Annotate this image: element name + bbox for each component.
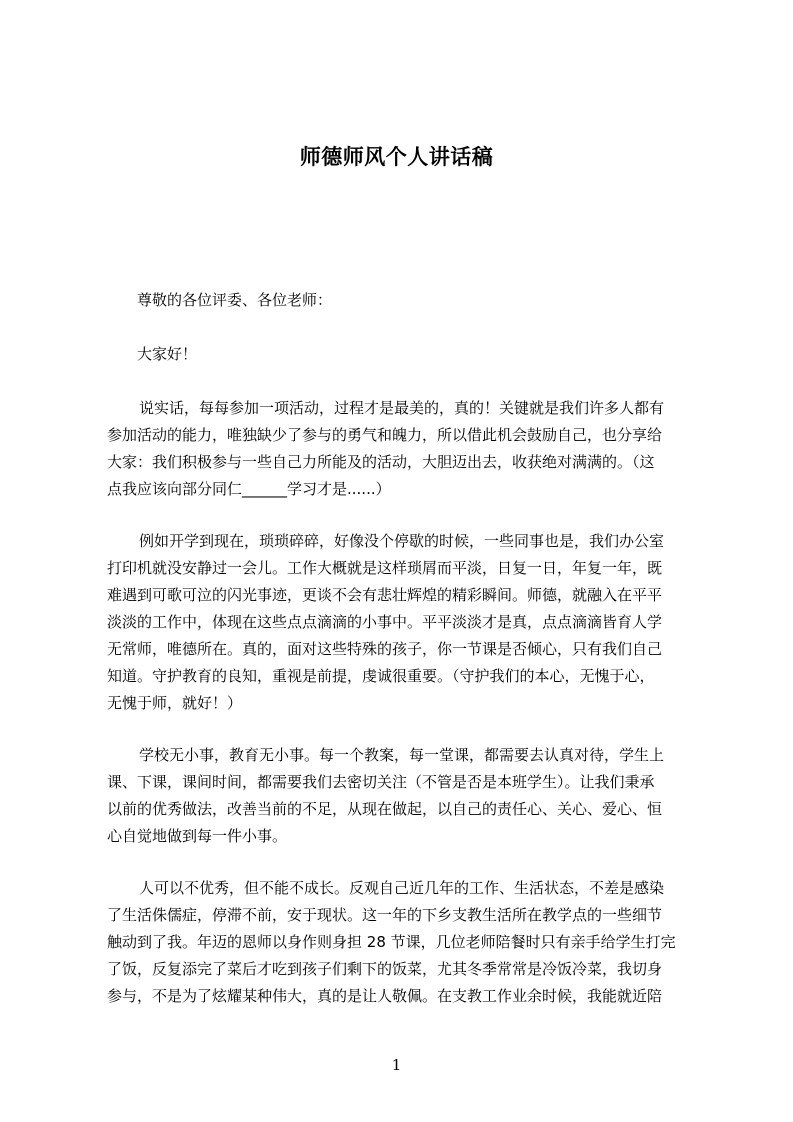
paragraph-line: 难遇到可歌可泣的闪光事迹，更谈不会有悲壮辉煌的精彩瞬间。师德，就融入在平平: [107, 586, 663, 604]
paragraph-line: 以前的优秀做法，改善当前的不足，从现在做起，以自己的责任心、关心、爱心、恒: [107, 800, 663, 818]
page-number: 1: [391, 1056, 402, 1074]
paragraph-line: 参与，不是为了炫耀某种伟大，真的是让人敬佩。在支教工作业余时候，我能就近陪: [107, 987, 663, 1005]
paragraph-line: 参加活动的能力，唯独缺少了参与的勇气和魄力，所以借此机会鼓励自己，也分享给: [107, 426, 663, 444]
paragraph-line: 心自觉地做到每一件小事。: [107, 827, 288, 845]
paragraph-line: 说实话，每每参加一项活动，过程才是最美的，真的！关键就是我们许多人都有: [139, 399, 665, 417]
paragraph-line: 了饭，反复添完了菜后才吃到孩子们剩下的饭菜，尤其冬季常常是冷饭冷菜，我切身: [107, 960, 663, 978]
paragraph-line: 点我应该向部分同仁______学习才是......）: [107, 480, 391, 498]
paragraph-line: 例如开学到现在，琐琐碎碎，好像没个停歇的时候，一些同事也是，我们办公室: [139, 532, 665, 550]
paragraph-line: 触动到了我。年迈的恩师以身作则身担 28 节课，几位老师陪餐时只有亲手给学生打完: [107, 933, 676, 951]
document-title: 师德师风个人讲话稿: [299, 145, 494, 169]
paragraph-line: 了生活侏儒症，停滞不前，安于现状。这一年的下乡支教生活所在教学点的一些细节: [107, 906, 663, 924]
paragraph-line: 淡淡的工作中，体现在这些点点滴滴的小事中。平平淡淡才是真，点点滴滴皆育人学: [107, 613, 663, 631]
paragraph-line: 无愧于师，就好！）: [107, 694, 243, 712]
paragraph-line: 学校无小事，教育无小事。每一个教案，每一堂课，都需要去认真对待，学生上: [139, 746, 665, 764]
paragraph-line: 课、下课，课间时间，都需要我们去密切关注（不管是否是本班学生）。让我们秉承: [107, 773, 655, 791]
paragraph-line: 人可以不优秀，但不能不成长。反观自己近几年的工作、生活状态，不差是感染: [139, 879, 665, 897]
paragraph-line: 无常师，唯德所在。真的，面对这些特殊的孩子，你一节课是否倾心，只有我们自己: [107, 640, 663, 658]
greeting-line: 尊敬的各位评委、各位老师：: [137, 291, 333, 309]
hello-line: 大家好！: [137, 345, 198, 363]
paragraph-line: 知道。守护教育的良知，重视是前提，虔诚很重要。（守护我们的本心，无愧于心，: [107, 667, 655, 685]
paragraph-line: 打印机就没安静过一会儿。工作大概就是这样琐屑而平淡，日复一日，年复一年，既: [107, 559, 663, 577]
paragraph-line: 大家：我们积极参与一些自己力所能及的活动，大胆迈出去，收获绝对满满的。（这: [107, 453, 655, 471]
